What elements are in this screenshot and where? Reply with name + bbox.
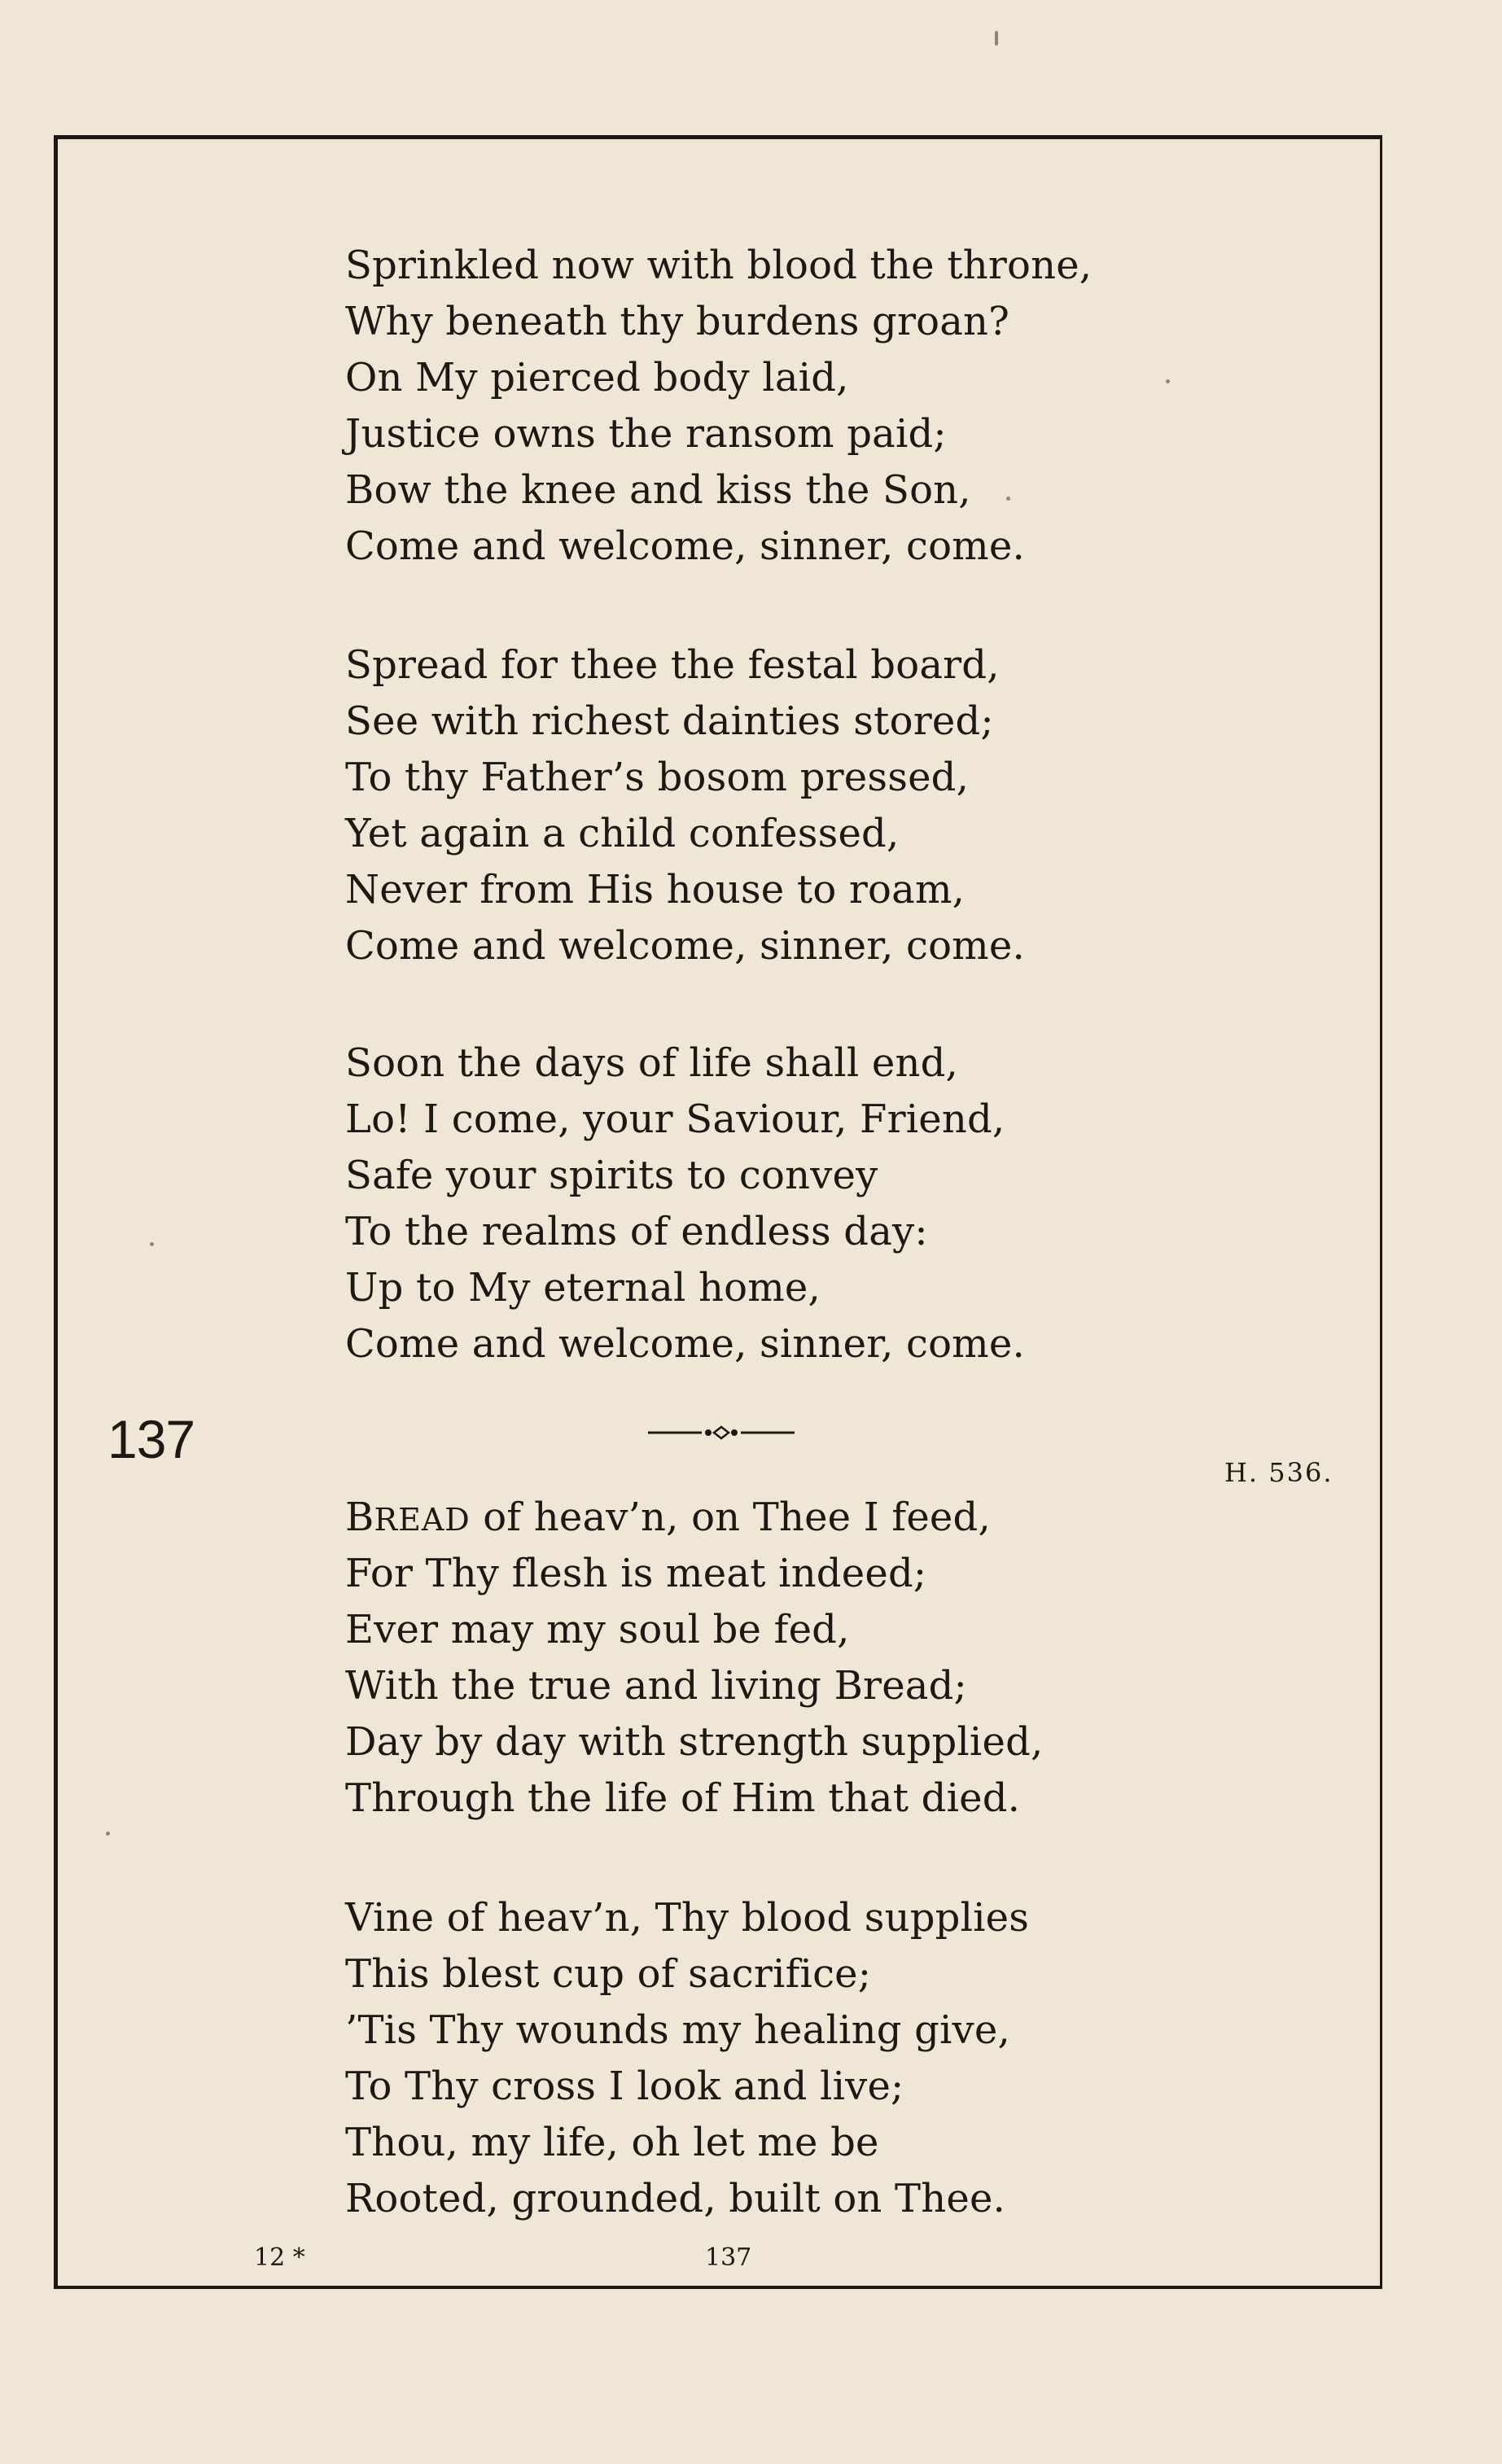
- verse-line: Come and welcome, sinner, come.: [345, 523, 1025, 569]
- paper-speck: [106, 1832, 110, 1836]
- verse-line: Come and welcome, sinner, come.: [345, 923, 1025, 969]
- stanza: [345, 238, 1092, 575]
- stanza: [345, 637, 1025, 974]
- verse-line: For Thy flesh is meat indeed;: [345, 1551, 927, 1596]
- verse-line: Safe your spirits to convey: [345, 1153, 878, 1198]
- verse-line-first: [345, 1490, 1043, 1546]
- verse-line: To the realms of endless day:: [345, 1209, 928, 1254]
- verse-line: Sprinkled now with blood the throne,: [345, 243, 1093, 288]
- ornament-divider-icon: [648, 1416, 795, 1449]
- footer-page-number: 137: [705, 2243, 752, 2272]
- verse-line: Bow the knee and kiss the Son,: [345, 467, 971, 513]
- smallcaps-word: READ: [374, 1502, 471, 1538]
- stanza: [345, 1890, 1029, 2227]
- verse-line: Why beneath thy burdens groan?: [345, 299, 1010, 344]
- verse-line: ’Tis Thy wounds my healing give,: [345, 2007, 1010, 2053]
- verse-line: To thy Father’s bosom pressed,: [345, 755, 970, 800]
- paper-speck: [150, 1242, 154, 1246]
- verse-line: Day by day with strength supplied,: [345, 1719, 1044, 1765]
- drop-initial: B: [345, 1495, 374, 1540]
- verse-line-rest: of heav’n, on Thee I feed,: [470, 1495, 991, 1540]
- verse-line: This blest cup of sacrifice;: [345, 1951, 872, 1997]
- verse-line: Thou, my life, oh let me be: [345, 2120, 879, 2165]
- verse-line: Lo! I come, your Saviour, Friend,: [345, 1096, 1005, 1142]
- paper-speck: [1166, 379, 1170, 383]
- signature-mark: 12 *: [254, 2243, 305, 2272]
- stanza: [345, 1490, 1043, 1827]
- verse-line: Come and welcome, sinner, come.: [345, 1321, 1025, 1367]
- verse-line: Soon the days of life shall end,: [345, 1040, 958, 1086]
- stanza: [345, 1035, 1025, 1372]
- verse-line: With the true and living Bread;: [345, 1663, 967, 1709]
- verse-line: Ever may my soul be fed,: [345, 1607, 850, 1652]
- hymn-number: 137: [107, 1409, 195, 1469]
- verse-line: Never from His house to roam,: [345, 867, 966, 913]
- tune-reference: H. 536.: [1224, 1457, 1333, 1488]
- verse-line: Through the life of Him that died.: [345, 1775, 1021, 1821]
- verse-line: See with richest dainties stored;: [345, 698, 994, 744]
- verse-line: Yet again a child confessed,: [345, 811, 900, 856]
- verse-line: To Thy cross I look and live;: [345, 2064, 904, 2109]
- verse-line: Vine of heav’n, Thy blood supplies: [345, 1895, 1030, 1941]
- paper-speck: [995, 31, 998, 46]
- verse-line: Up to My eternal home,: [345, 1265, 821, 1311]
- verse-line: Spread for thee the festal board,: [345, 642, 1000, 688]
- verse-line: Justice owns the ransom paid;: [345, 411, 947, 457]
- verse-line: On My pierced body laid,: [345, 355, 849, 400]
- verse-line: Rooted, grounded, built on Thee.: [345, 2176, 1006, 2221]
